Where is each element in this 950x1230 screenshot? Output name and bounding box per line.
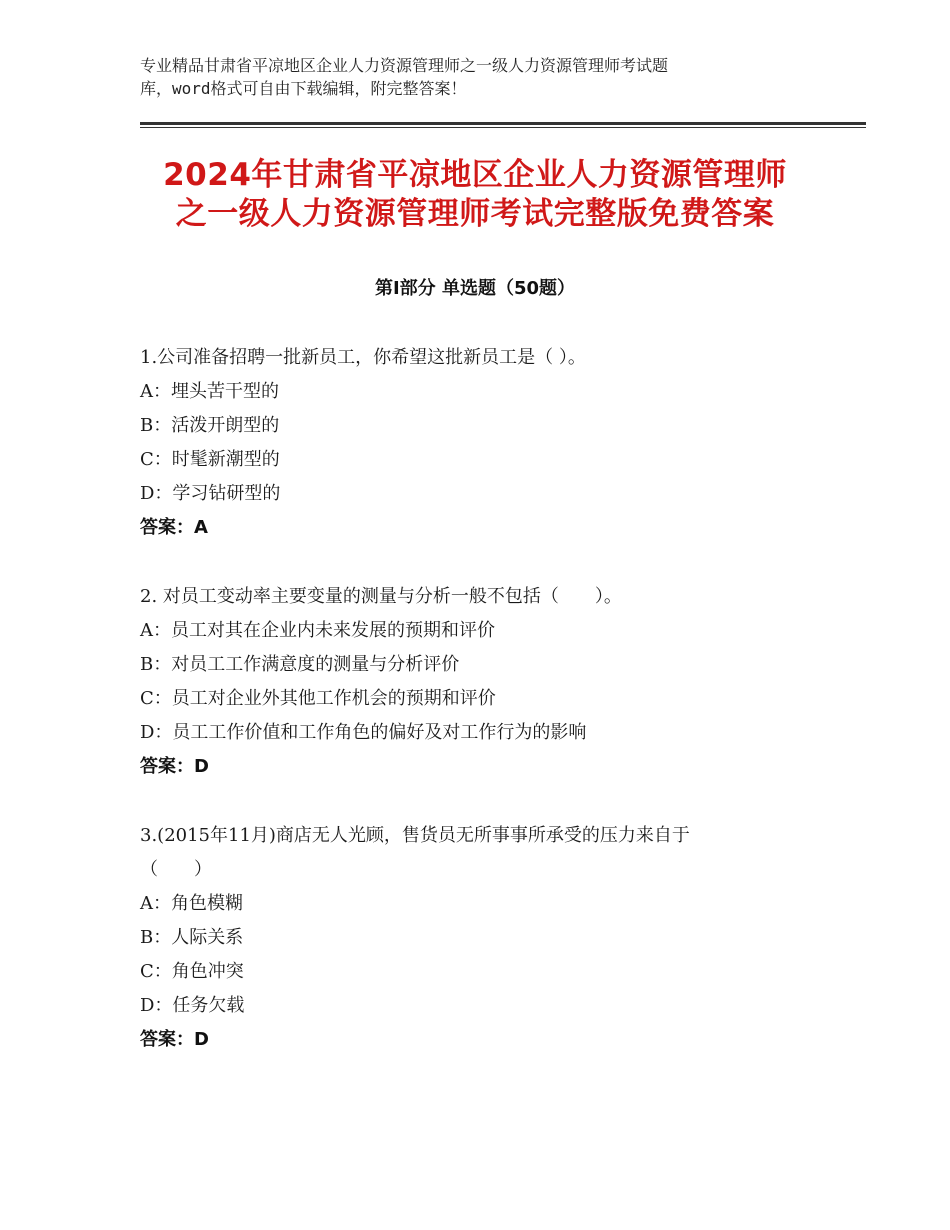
option-a: A：埋头苦干型的 xyxy=(140,381,279,402)
header-note-line-1: 专业精品甘肃省平凉地区企业人力资源管理师之一级人力资源管理师考试题 xyxy=(140,56,669,75)
question-stem: 1.公司准备招聘一批新员工，你希望这批新员工是（ ）。 xyxy=(140,347,586,368)
answer: 答案：A xyxy=(140,517,208,538)
document-title xyxy=(100,156,850,234)
option-c: C：时髦新潮型的 xyxy=(140,449,280,470)
answer: 答案：D xyxy=(140,1029,209,1050)
option-c: C：角色冲突 xyxy=(140,961,244,982)
option-b: B：人际关系 xyxy=(140,927,244,948)
header-note-line-2: 库，word格式可自由下载编辑，附完整答案！ xyxy=(140,79,467,98)
option-d: D：员工工作价值和工作角色的偏好及对工作行为的影响 xyxy=(140,722,587,743)
question-stem-line-1: 3.(2015年11月)商店无人光顾，售货员无所事事所承受的压力来自于 xyxy=(140,825,690,846)
section-title: 第Ⅰ部分 单选题（50题） xyxy=(374,278,575,299)
option-b: B：对员工工作满意度的测量与分析评价 xyxy=(140,654,460,675)
document-title-line-2: 之一级人力资源管理师考试完整版免费答案 xyxy=(175,196,775,232)
answer: 答案：D xyxy=(140,756,209,777)
option-b: B：活泼开朗型的 xyxy=(140,415,280,436)
option-d: D：任务欠载 xyxy=(140,995,245,1016)
question-2 xyxy=(140,580,840,784)
question-1 xyxy=(140,341,840,545)
header-rule-thick xyxy=(140,122,866,125)
option-a: A：角色模糊 xyxy=(140,893,243,914)
question-3 xyxy=(140,819,840,1057)
header-note xyxy=(140,54,820,100)
header-rule-thin xyxy=(140,127,866,128)
question-stem: 2. 对员工变动率主要变量的测量与分析一般不包括（ ）。 xyxy=(140,586,622,607)
document-title-line-1: 2024年甘肃省平凉地区企业人力资源管理师 xyxy=(163,157,787,193)
option-a: A：员工对其在企业内未来发展的预期和评价 xyxy=(140,620,495,641)
option-c: C：员工对企业外其他工作机会的预期和评价 xyxy=(140,688,496,709)
question-stem-line-2: （ ） xyxy=(140,859,212,880)
option-d: D：学习钻研型的 xyxy=(140,483,281,504)
